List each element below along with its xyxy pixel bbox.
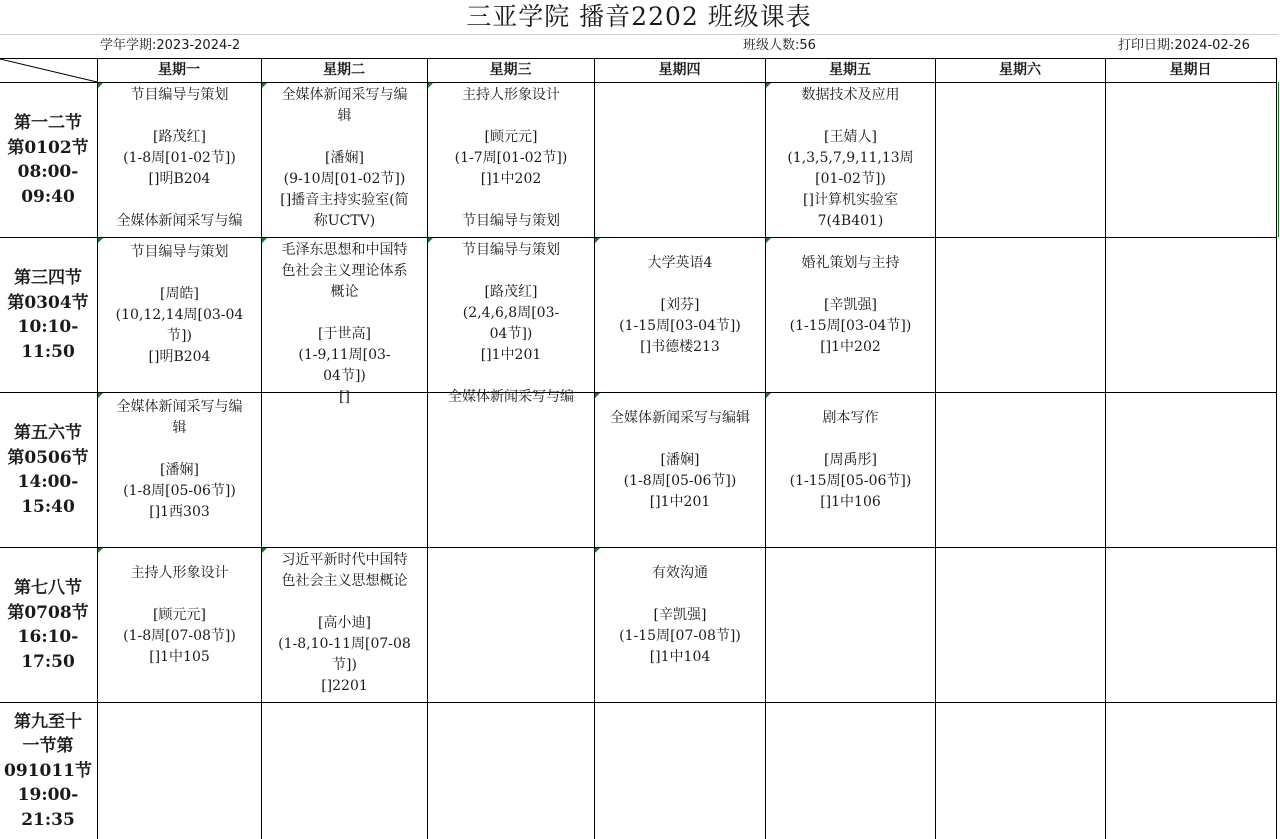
cell-corner-marker xyxy=(766,238,771,243)
course-name: 习近平新时代中国特 色社会主义思想概论 xyxy=(281,552,408,589)
course-teacher: [周皓] xyxy=(160,286,199,302)
course-room: []1中202 xyxy=(480,171,542,187)
day-header-fri: 星期五 xyxy=(829,62,871,78)
period-label xyxy=(0,703,96,839)
course-teacher: [潘娴] xyxy=(325,150,364,166)
course-weeks: (1-15周[07-08节]) xyxy=(619,628,741,644)
course-teacher: [周禹彤] xyxy=(824,452,877,468)
grid-vline xyxy=(1278,82,1279,237)
cell-corner-marker xyxy=(98,238,103,243)
spacer xyxy=(101,263,258,284)
course-name: 数据技术及应用 xyxy=(801,87,900,103)
period-start: 091011节 xyxy=(4,760,92,781)
spacer xyxy=(101,584,258,605)
cell-corner-marker xyxy=(766,393,771,398)
course-room: []1中201 xyxy=(480,347,542,363)
spacer xyxy=(265,592,424,613)
day-header-thu: 星期四 xyxy=(658,62,701,78)
course-teacher: [辛凯强] xyxy=(653,607,707,623)
course-room: []1中104 xyxy=(649,649,711,665)
course-teacher: [王婧人] xyxy=(824,129,877,145)
spacer xyxy=(431,261,591,282)
cell-corner-marker xyxy=(595,238,600,243)
course-weeks: (1-8周[05-06节]) xyxy=(623,473,737,489)
course-next-name: 节目编导与策划 xyxy=(462,213,560,229)
course-name: 主持人形象设计 xyxy=(462,87,560,103)
grid-vline xyxy=(1105,58,1106,839)
period-name: 第一二节 xyxy=(14,113,82,133)
cell-corner-marker xyxy=(98,393,103,398)
day-header-wed: 星期三 xyxy=(489,62,532,78)
grid-hline xyxy=(0,702,1276,703)
course-weeks: (10,12,14周[03-04 节]) xyxy=(115,307,244,344)
course-cell[interactable] xyxy=(595,238,765,392)
spacer xyxy=(769,106,932,127)
cell-corner-marker xyxy=(262,548,267,553)
cell-corner-marker xyxy=(595,548,600,553)
course-teacher: [路茂红] xyxy=(153,129,206,145)
period-label xyxy=(0,238,96,392)
cell-corner-marker xyxy=(766,83,771,88)
course-cell[interactable] xyxy=(428,83,594,237)
period-code: 第0506节 xyxy=(7,447,89,468)
course-cell[interactable] xyxy=(766,83,935,237)
period-start: 08:00- xyxy=(17,162,79,182)
course-next-name: 全媒体新闻采写与编 xyxy=(448,389,574,405)
course-cell[interactable] xyxy=(262,548,427,702)
course-cell[interactable] xyxy=(98,238,261,392)
spacer xyxy=(598,584,762,605)
spacer xyxy=(431,366,591,387)
course-room: [] xyxy=(339,389,350,405)
course-cell[interactable] xyxy=(262,83,427,237)
course-name: 婚礼策划与主持 xyxy=(801,255,900,271)
course-teacher: [潘娴] xyxy=(160,462,199,478)
course-room: []1中202 xyxy=(820,339,881,355)
course-cell[interactable] xyxy=(98,83,261,237)
course-weeks: (1-8,10-11周[07-08 节]) xyxy=(278,636,411,673)
course-cell[interactable] xyxy=(766,238,935,392)
course-weeks: (1-8周[07-08节]) xyxy=(123,628,236,644)
course-name: 全媒体新闻采写与编辑 xyxy=(610,410,750,426)
period-end: 11:50 xyxy=(21,341,75,362)
cell-corner-marker xyxy=(428,83,433,88)
course-weeks: (1-8周[01-02节]) xyxy=(123,150,236,166)
period-name: 第九至十 xyxy=(14,711,82,732)
course-teacher: [辛凯强] xyxy=(824,297,877,313)
course-weeks: (2,4,6,8周[03- 04节]) xyxy=(462,305,560,342)
period-code: 第0708节 xyxy=(7,602,89,623)
period-extra: 21:35 xyxy=(21,809,75,830)
course-cell[interactable] xyxy=(262,238,427,405)
course-weeks: (9-10周[01-02节]) xyxy=(283,171,406,187)
cell-corner-marker xyxy=(98,83,103,88)
period-start: 16:10- xyxy=(17,627,79,647)
print-date-label: 打印日期:2024-02-26 xyxy=(1118,38,1250,53)
course-room: []1中201 xyxy=(649,494,711,510)
cell-corner-marker xyxy=(595,393,600,398)
course-weeks: (1-15周[03-04节]) xyxy=(619,318,741,334)
course-name: 有效沟通 xyxy=(652,565,708,581)
course-name: 节目编导与策划 xyxy=(130,244,229,260)
course-room: []书德楼213 xyxy=(640,339,720,355)
period-label xyxy=(0,548,96,702)
spacer xyxy=(769,429,932,450)
course-room: []1西303 xyxy=(149,504,210,520)
course-teacher: [顾元元] xyxy=(153,607,206,623)
day-header-mon: 星期一 xyxy=(158,62,200,78)
period-label xyxy=(0,83,96,237)
day-header-sat: 星期六 xyxy=(999,62,1041,78)
day-header-tue: 星期二 xyxy=(323,62,365,78)
course-teacher: [高小迪] xyxy=(318,615,371,631)
period-end: 17:50 xyxy=(21,651,75,672)
course-room: []1中105 xyxy=(149,649,210,665)
course-room: []明B204 xyxy=(148,171,211,187)
period-end: 15:40 xyxy=(21,496,75,517)
spacer xyxy=(431,106,591,127)
course-room: []1中106 xyxy=(820,494,881,510)
course-room: []明B204 xyxy=(148,349,211,365)
course-room: []播音主持实验室(简 称UCTV) xyxy=(280,192,409,229)
course-cell[interactable] xyxy=(595,548,765,702)
course-teacher: [潘娴] xyxy=(660,452,700,468)
spacer xyxy=(598,274,762,295)
course-teacher: [刘芬] xyxy=(660,297,700,313)
spacer xyxy=(769,274,932,295)
page-title: 三亚学院 播音2202 班级课表 xyxy=(0,0,1278,35)
grid-vline xyxy=(935,58,936,839)
course-name: 主持人形象设计 xyxy=(130,565,229,581)
class-size-label: 班级人数:56 xyxy=(743,38,816,53)
course-name: 大学英语4 xyxy=(647,255,713,271)
spacer xyxy=(101,190,258,211)
course-next-name: 全媒体新闻采写与编 xyxy=(116,213,243,229)
spacer xyxy=(431,190,591,211)
spacer xyxy=(101,106,258,127)
spacer xyxy=(101,439,258,460)
course-teacher: [于世高] xyxy=(318,326,371,342)
period-end: 19:00- xyxy=(17,785,79,806)
course-cell[interactable] xyxy=(98,548,261,702)
period-code: 第0304节 xyxy=(7,292,89,313)
course-cell[interactable] xyxy=(98,393,261,547)
spacer xyxy=(265,127,424,148)
course-name: 节目编导与策划 xyxy=(130,87,229,103)
cell-corner-marker xyxy=(98,548,103,553)
period-name: 第三四节 xyxy=(14,268,82,288)
course-name: 节目编导与策划 xyxy=(462,242,560,258)
course-weeks: (1-15周[03-04节]) xyxy=(789,318,912,334)
course-cell[interactable] xyxy=(595,393,765,547)
course-room: []计算机实验室 7(4B401) xyxy=(803,192,898,229)
course-weeks: (1-7周[01-02节]) xyxy=(454,150,568,166)
period-code: 第0102节 xyxy=(7,137,89,158)
course-weeks: (1-9,11周[03- 04节]) xyxy=(298,347,391,384)
course-cell[interactable] xyxy=(766,393,935,547)
cell-corner-marker xyxy=(428,238,433,243)
course-weeks: (1,3,5,7,9,11,13周 [01-02节]) xyxy=(787,150,914,187)
course-teacher: [顾元元] xyxy=(484,129,538,145)
course-name: 剧本写作 xyxy=(822,410,879,426)
spacer xyxy=(598,429,762,450)
spacer xyxy=(265,303,424,324)
course-name: 全媒体新闻采写与编 辑 xyxy=(116,399,243,436)
period-start: 14:00- xyxy=(17,472,79,492)
period-name: 第七八节 xyxy=(14,578,82,598)
cell-corner-marker xyxy=(262,238,267,243)
course-weeks: (1-8周[05-06节]) xyxy=(123,483,236,499)
course-room: []2201 xyxy=(321,678,368,694)
cell-corner-marker xyxy=(262,83,267,88)
course-weeks: (1-15周[05-06节]) xyxy=(789,473,912,489)
grid-vline xyxy=(1276,58,1277,839)
term-label: 学年学期:2023-2024-2 xyxy=(100,38,241,53)
course-name: 毛泽东思想和中国特 色社会主义理论体系 概论 xyxy=(281,242,408,300)
course-cell[interactable] xyxy=(428,238,594,405)
period-code: 一节第 xyxy=(22,736,74,757)
day-header-sun: 星期日 xyxy=(1169,62,1212,78)
period-label xyxy=(0,393,96,547)
corner-diagonal xyxy=(0,58,98,83)
course-teacher: [路茂红] xyxy=(484,284,538,300)
period-end: 09:40 xyxy=(21,186,75,207)
period-start: 10:10- xyxy=(17,317,79,337)
period-name: 第五六节 xyxy=(14,423,82,443)
course-name: 全媒体新闻采写与编 辑 xyxy=(281,87,408,124)
